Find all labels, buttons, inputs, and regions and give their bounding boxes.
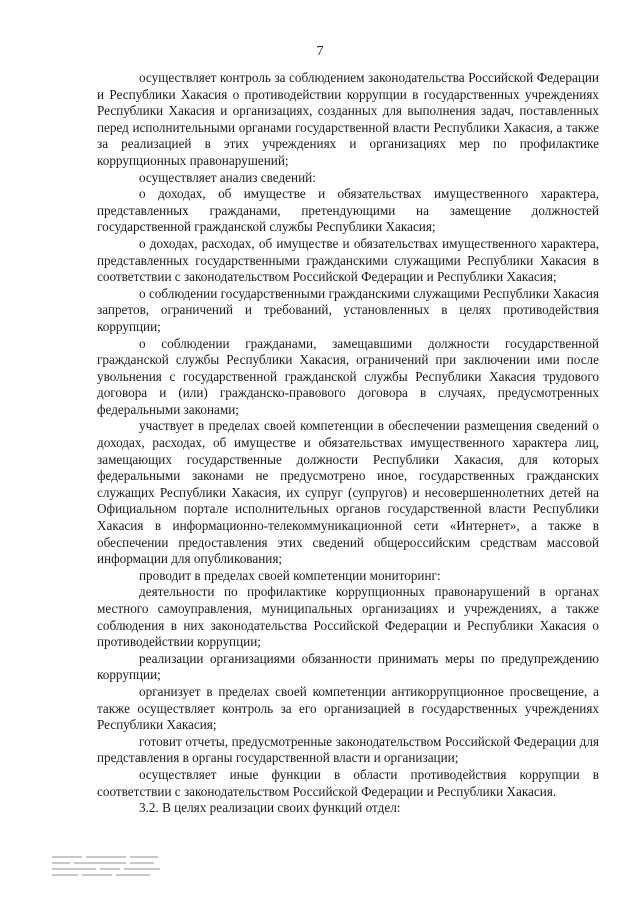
paragraph: участвует в пределах своей компетенции в обеспечении размещения сведений о доходах, расходах, об имуществе и обязательствах имущественного характера лиц, замещающих государственные должности Республики Хакасия, для которых федеральными законами не предусмотрено иное, государственных гражданских служащих Республики Хакасия, их супруг (супругов) и несовершеннолетних детей на Официальном портале исполнительных органов государственной власти Республики Хакасия в информационно-телекоммуникационной сети «Интернет», а также в обеспечении предоставления этих сведений общероссийским средствам массовой информации для опубликования; bbox=[97, 418, 599, 567]
paragraph: о соблюдении гражданами, замещавшими должности государственной гражданской службы Республики Хакасия, ограничений при заключении ими после увольнения с государственной гражданской службы Республики Хакасия трудового договора и (или) гражданско-правового договора в случаях, предусмотренных федеральными законами; bbox=[97, 335, 599, 417]
paragraph: о доходах, расходах, об имуществе и обязательствах имущественного характера, представленных государственными гражданскими служащими Республики Хакасия в соответствии с законодательством Российской Федерации и Республики Хакасия; bbox=[97, 235, 599, 285]
paragraph: организует в пределах своей компетенции антикоррупционное просвещение, а также осуществляет контроль за его организацией в государственных учреждениях Республики Хакасия; bbox=[97, 683, 599, 733]
document-body bbox=[97, 70, 599, 817]
paragraph: о соблюдении государственными гражданскими служащими Республики Хакасия запретов, ограничений и требований, установленных в целях противодействия коррупции; bbox=[97, 285, 599, 334]
paragraph: реализации организациями обязанности принимать меры по предупреждению коррупции; bbox=[97, 650, 599, 683]
faded-stamp bbox=[52, 856, 164, 892]
paragraph: осуществляет анализ сведений: bbox=[139, 169, 316, 185]
paragraph: 3.2. В целях реализации своих функций отдел: bbox=[139, 800, 401, 816]
page-number: 7 bbox=[316, 44, 324, 59]
paragraph: осуществляет иные функции в области противодействия коррупции в соответствии с законодательством Российской Федерации и Республики Хакасия. bbox=[97, 766, 599, 799]
paragraph: осуществляет контроль за соблюдением законодательства Российской Федерации и Республики Хакасия о противодействии коррупции в государственных учреждениях Республики Хакасия и организациях, созданных для выполнения задач, поставленных перед исполнительными органами государственной власти Республики Хакасия, а также за реализацией в этих учреждениях и организациях мер по профилактике коррупционных правонарушений; bbox=[97, 70, 599, 168]
paragraph: готовит отчеты, предусмотренные законодательством Российской Федерации для представления в органы государственной власти и организации; bbox=[97, 733, 599, 766]
paragraph: деятельности по профилактике коррупционных правонарушений в органах местного самоуправления, муниципальных организациях и учреждениях, а также соблюдения в них законодательства Российской Федерации и Республики Хакасия о противодействии коррупции; bbox=[97, 584, 599, 650]
paragraph: о доходах, об имуществе и обязательствах имущественного характера, представленных гражданами, претендующими на замещение должностей государственной гражданской службы Республики Хакасия; bbox=[97, 186, 599, 235]
paragraph: проводит в пределах своей компетенции мониторинг: bbox=[139, 567, 441, 583]
